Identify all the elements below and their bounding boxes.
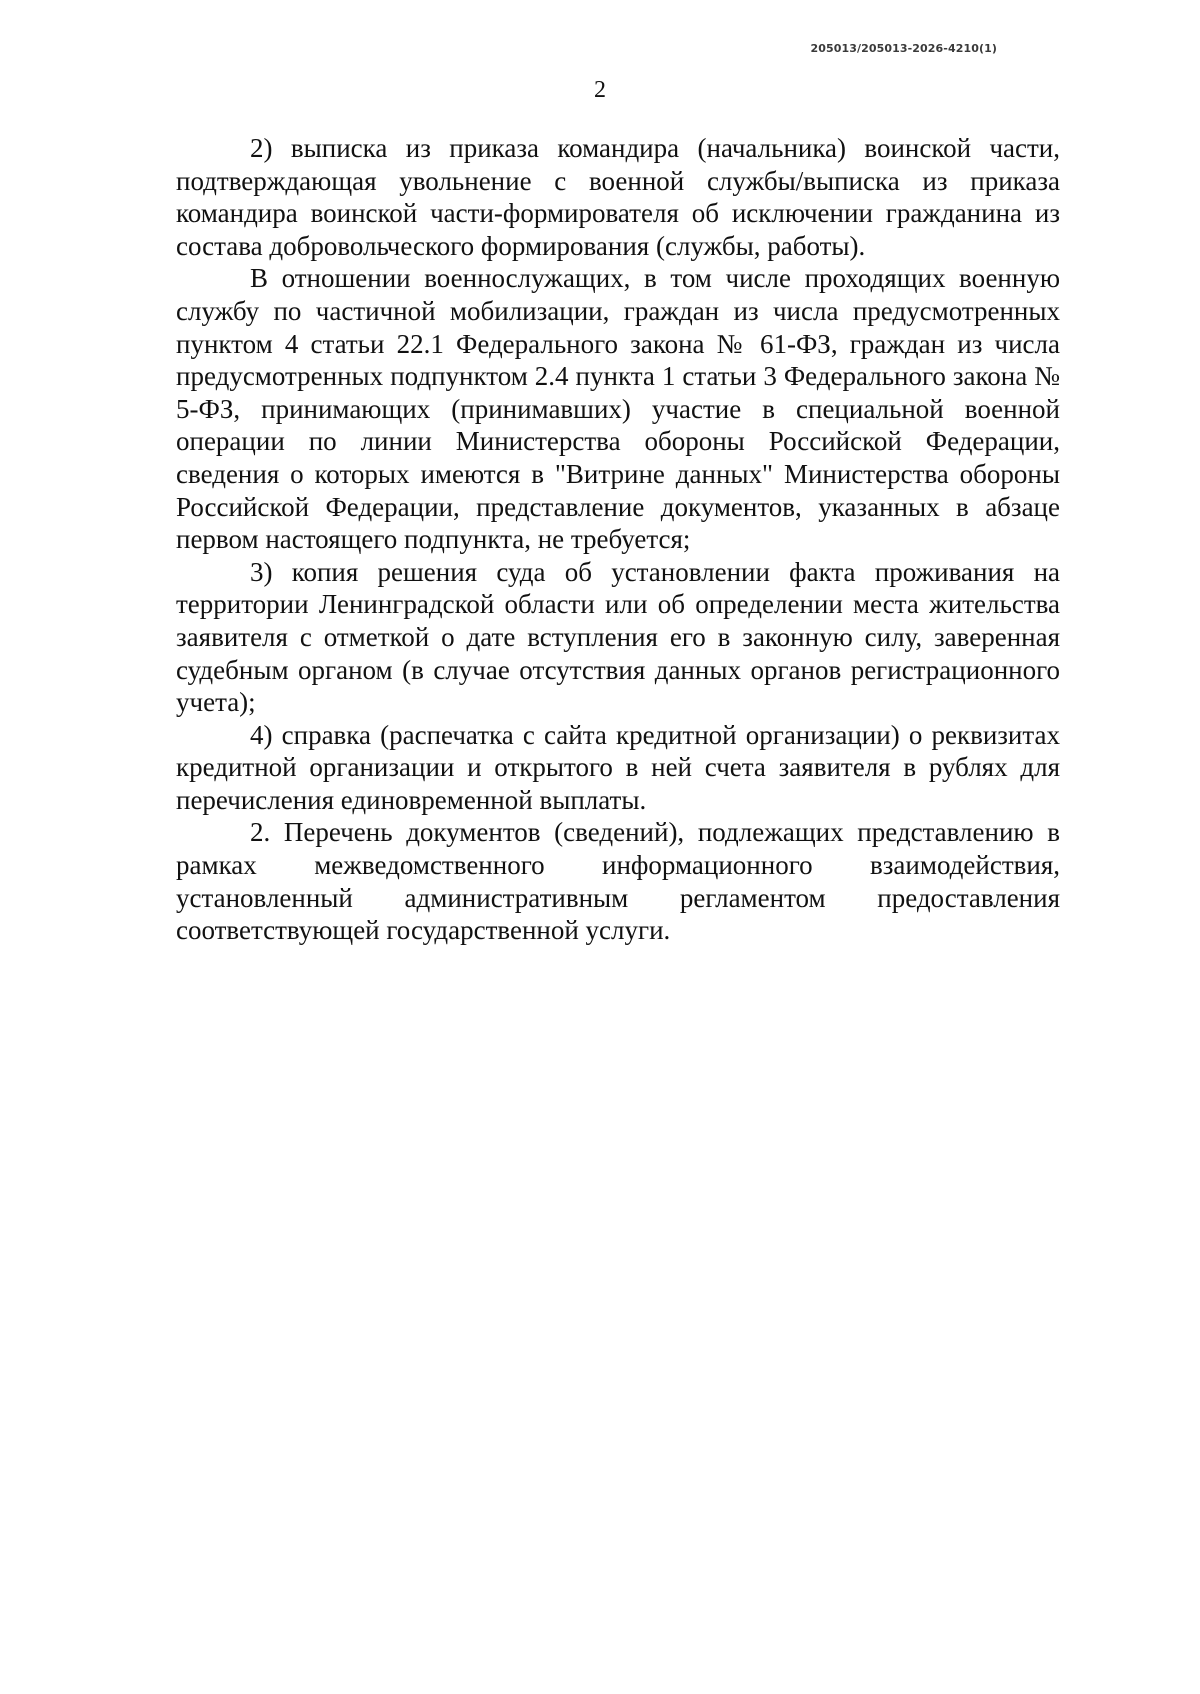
paragraph-servicemen-exemption: В отношении военнослужащих, в том числе проходящих военную службу по частичной мобилизации, граждан из числа предусмотренных пунктом 4 статьи 22.1 Федерального закона № 61-ФЗ, граждан из числа предусмотренных подпунктом 2.4 пункта 1 статьи 3 Федерального закона № 5-ФЗ, принимающих (принимавших) участие в специальной военной операции по линии Министерства обороны Российской Федерации, сведения о которых имеются в "Витрине данных" Министерства обороны Российской Федерации, представление документов, указанных в абзаце первом настоящего подпункта, не требуется; bbox=[176, 263, 1060, 555]
paragraph-military-order-extract: 2) выписка из приказа командира (начальника) воинской части, подтверждающая увольнение с военной службы/выписка из приказа командира воинской части-формирователя об исключении гражданина из состава добровольческого формирования (службы, работы). bbox=[176, 133, 1060, 261]
paragraph-interagency-documents-list: 2. Перечень документов (сведений), подлежащих представлению в рамках межведомственного информационного взаимодействия, установленный административным регламентом предоставления соответствующей государственной услуги. bbox=[176, 817, 1060, 946]
paragraph-bank-details-certificate: 4) справка (распечатка с сайта кредитной организации) о реквизитах кредитной организации и открытого в ней счета заявителя в рублях для перечисления единовременной выплаты. bbox=[176, 719, 1060, 815]
paragraph-court-decision-copy: 3) копия решения суда об установлении факта проживания на территории Ленинградской области или об определении места жительства заявителя с отметкой о дате вступления его в законную силу, заверенная судебным органом (в случае отсутствия данных органов регистрационного учета); bbox=[176, 556, 1060, 718]
document-id: 205013/205013-2026-4210(1) bbox=[810, 42, 997, 55]
page-number: 2 bbox=[594, 77, 606, 103]
document-body bbox=[176, 132, 1060, 947]
